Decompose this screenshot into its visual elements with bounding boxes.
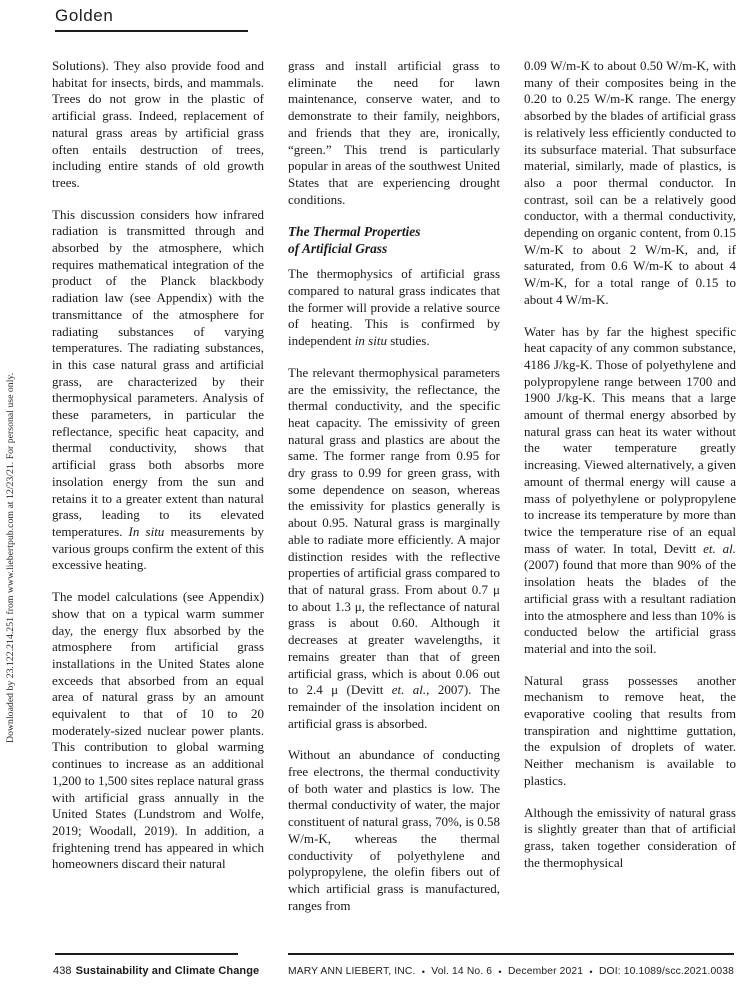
- paragraph-text: Without an abundance of conducting free electrons, the thermal conductivity of both water and plastics is low. The thermal conductivity of water, the major constituent of natural grass, 70%, is 0.58 W/m-K, whereas the thermal conductivity of polyethylene and polypropylene, the olefin fibers out of which artificial grass is manufactured, ranges from: [288, 747, 500, 913]
- paragraph-text: (2007) found that more than 90% of the insolation heats the blades of the artificial grass with a resultant radiation into the atmosphere and less than 10% is conducted below the artificial grass material and into the soil.: [524, 557, 736, 656]
- paragraph-text: Natural grass possesses another mechanism to remove heat, the evaporative cooling that results from transpiration and nighttime guttation, the expulsion of droplets of water. Neither mechanism is available to plastics.: [524, 672, 736, 788]
- paragraph-text: Water has by far the highest specific heat capacity of any common substance, 4186 J/kg-K. Those of polyethylene and polypropylene range between 1700 and 1900 J/kg-K. This means that a large amount of thermal energy absorbed by natural grass can heat its water without the water temperature greatly increasing. Viewed alternatively, a given amount of thermal energy will cause a mass of polyethylene or polypropylene to increase its temperature by more than twice the temperature rise of an equal mass of water. In total, Devitt: [524, 323, 736, 556]
- publisher-name: MARY ANN LIEBERT, INC.: [288, 966, 416, 977]
- issue-date: December 2021: [507, 966, 584, 977]
- paragraph: [52, 207, 264, 574]
- running-head: Golden: [55, 6, 114, 25]
- heading-line: of Artificial Grass: [288, 241, 388, 257]
- paragraph: [524, 324, 736, 658]
- italic-phrase: in situ: [354, 333, 387, 349]
- download-notice: Downloaded by 23.122.214.251 from www.liebertpub.com at 12/23/21. For personal use only.: [5, 372, 16, 743]
- footer-journal-info: [53, 965, 259, 977]
- paragraph: [288, 266, 500, 350]
- paragraph-text: This discussion considers how infrared radiation is transmitted through and absorbed by the atmosphere, which requires mathematical integration of the product of the Planck blackbody radiation law (see Appendix) with the transmittance of the atmosphere for radiating substances of varying temperatures. The radiating substances, in this case natural grass and artificial grass, are characterized by their thermophysical parameters. Analysis of these parameters, in particular the reflectance, specific heat capacity, and thermal conductivity, shows that artificial grass both absorbs more insolation energy from the sun and retains it to a greater extent than natural grass, leading to its elevated temperatures.: [52, 206, 264, 539]
- bullet-separator: •: [498, 967, 502, 977]
- bullet-separator: •: [589, 967, 593, 977]
- paragraph: [288, 365, 500, 732]
- italic-phrase: et. al.: [703, 540, 736, 556]
- italic-phrase: In situ: [128, 523, 165, 539]
- paragraph-text: , 2007). The remainder of the insolation incident on artificial grass is absorbed.: [288, 682, 500, 731]
- paragraph: [52, 589, 264, 873]
- doi: DOI: 10.1089/scc.2021.0038: [598, 966, 734, 977]
- article-body: [52, 58, 736, 946]
- paragraph-text: grass and install artificial grass to eliminate the need for lawn maintenance, conserve water, and to demonstrate to their family, neighbors, and friends that they are, ironically, “green.” This trend is particularly popular in areas of the southwest United States that are experiencing drought conditions.: [288, 58, 500, 207]
- volume-issue: Vol. 14 No. 6: [431, 966, 493, 977]
- paragraph: [524, 58, 736, 309]
- paragraph: [288, 747, 500, 914]
- bullet-separator: •: [421, 967, 426, 977]
- page-number: 438: [53, 965, 72, 977]
- footer-publication-info: [288, 966, 734, 977]
- paragraph-text: measurements by various groups confirm the extent of this excessive heating.: [52, 523, 264, 573]
- paragraph: [288, 58, 500, 208]
- paragraph-text: Solutions). They also provide food and habitat for insects, birds, and mammals. Trees do not grow in the plastic of artificial grass. Indeed, replacement of natural grass areas by artificial grass often entails destruction of trees, including entire stands of old growth trees.: [52, 58, 264, 190]
- column-2: [288, 58, 500, 946]
- paragraph-text: The thermophysics of artificial grass compared to natural grass indicates that the former will provide a relative source of heating. This is confirmed by independent: [288, 266, 500, 349]
- paragraph-text: The relevant thermophysical parameters are the emissivity, the reflectance, the thermal conductivity, and the specific heat capacity. The emissivity of green natural grass and plastics are about the same. The former range from 0.95 for dry grass to 0.99 for green grass, with some dependence on season, whereas the emissivity for plastics generally is about 0.95. Natural grass is marginally able to radiate more efficiently. A major distinction resides with the reflective properties of artificial grass compared to that of natural grass. From about 0.7 μ to about 1.3 μ, the reflectance of natural grass is about 0.60. Although it decreases at greater wavelengths, it remains greater than that of green artificial grass, which is about 0.06 out to 2.4 μ (Devitt: [288, 364, 500, 698]
- paragraph-text: 0.09 W/m-K to about 0.50 W/m-K, with many of their composites being in the 0.20 to 0.25 W/m-K range. The energy absorbed by the blades of artificial grass is relatively less efficiently conducted to its subsurface material. That subsurface material, similarly, made of plastics, is also a poor thermal conductor. In contrast, soil can be a relatively good conductor, with a thermal conductivity, depending on organic content, from 0.15 W/m-K to about 2 W/m-K, and, if saturated, from 0.6 W/m-K to about 4 W/m-K, for a total range of 0.15 to about 4 W/m-K.: [524, 58, 736, 307]
- heading-line: The Thermal Properties: [288, 224, 421, 240]
- paragraph-text: studies.: [386, 333, 430, 349]
- paragraph-text: Although the emissivity of natural grass is slightly greater than that of artificial grass, taken together consideration of the thermophysical: [524, 804, 736, 870]
- journal-name: Sustainability and Climate Change: [75, 965, 260, 977]
- paragraph: [52, 58, 264, 192]
- paragraph: [524, 805, 736, 872]
- paragraph: [524, 673, 736, 790]
- footer-rule-left: [55, 953, 238, 955]
- column-3: [524, 58, 736, 946]
- header-rule: [55, 30, 248, 32]
- section-heading: [288, 223, 500, 257]
- column-1: [52, 58, 264, 946]
- paragraph-text: The model calculations (see Appendix) show that on a typical warm summer day, the energy flux absorbed by the atmosphere from artificial grass installations in the United States alone exceeds that absorbed from an equal area of natural grass by an amount equivalent to that of 10 to 20 moderately-sized nuclear power plants. This contribution to global warming continues to increase as an additional 1,200 to 1,500 sites replace natural grass with artificial grass annually in the United States (Lundstrom and Wolfe, 2019; Woodall, 2019). In addition, a frightening trend has appeared in which homeowners discard their natural: [52, 589, 264, 872]
- italic-phrase: et. al.: [391, 682, 427, 698]
- footer-rule-right: [288, 953, 734, 955]
